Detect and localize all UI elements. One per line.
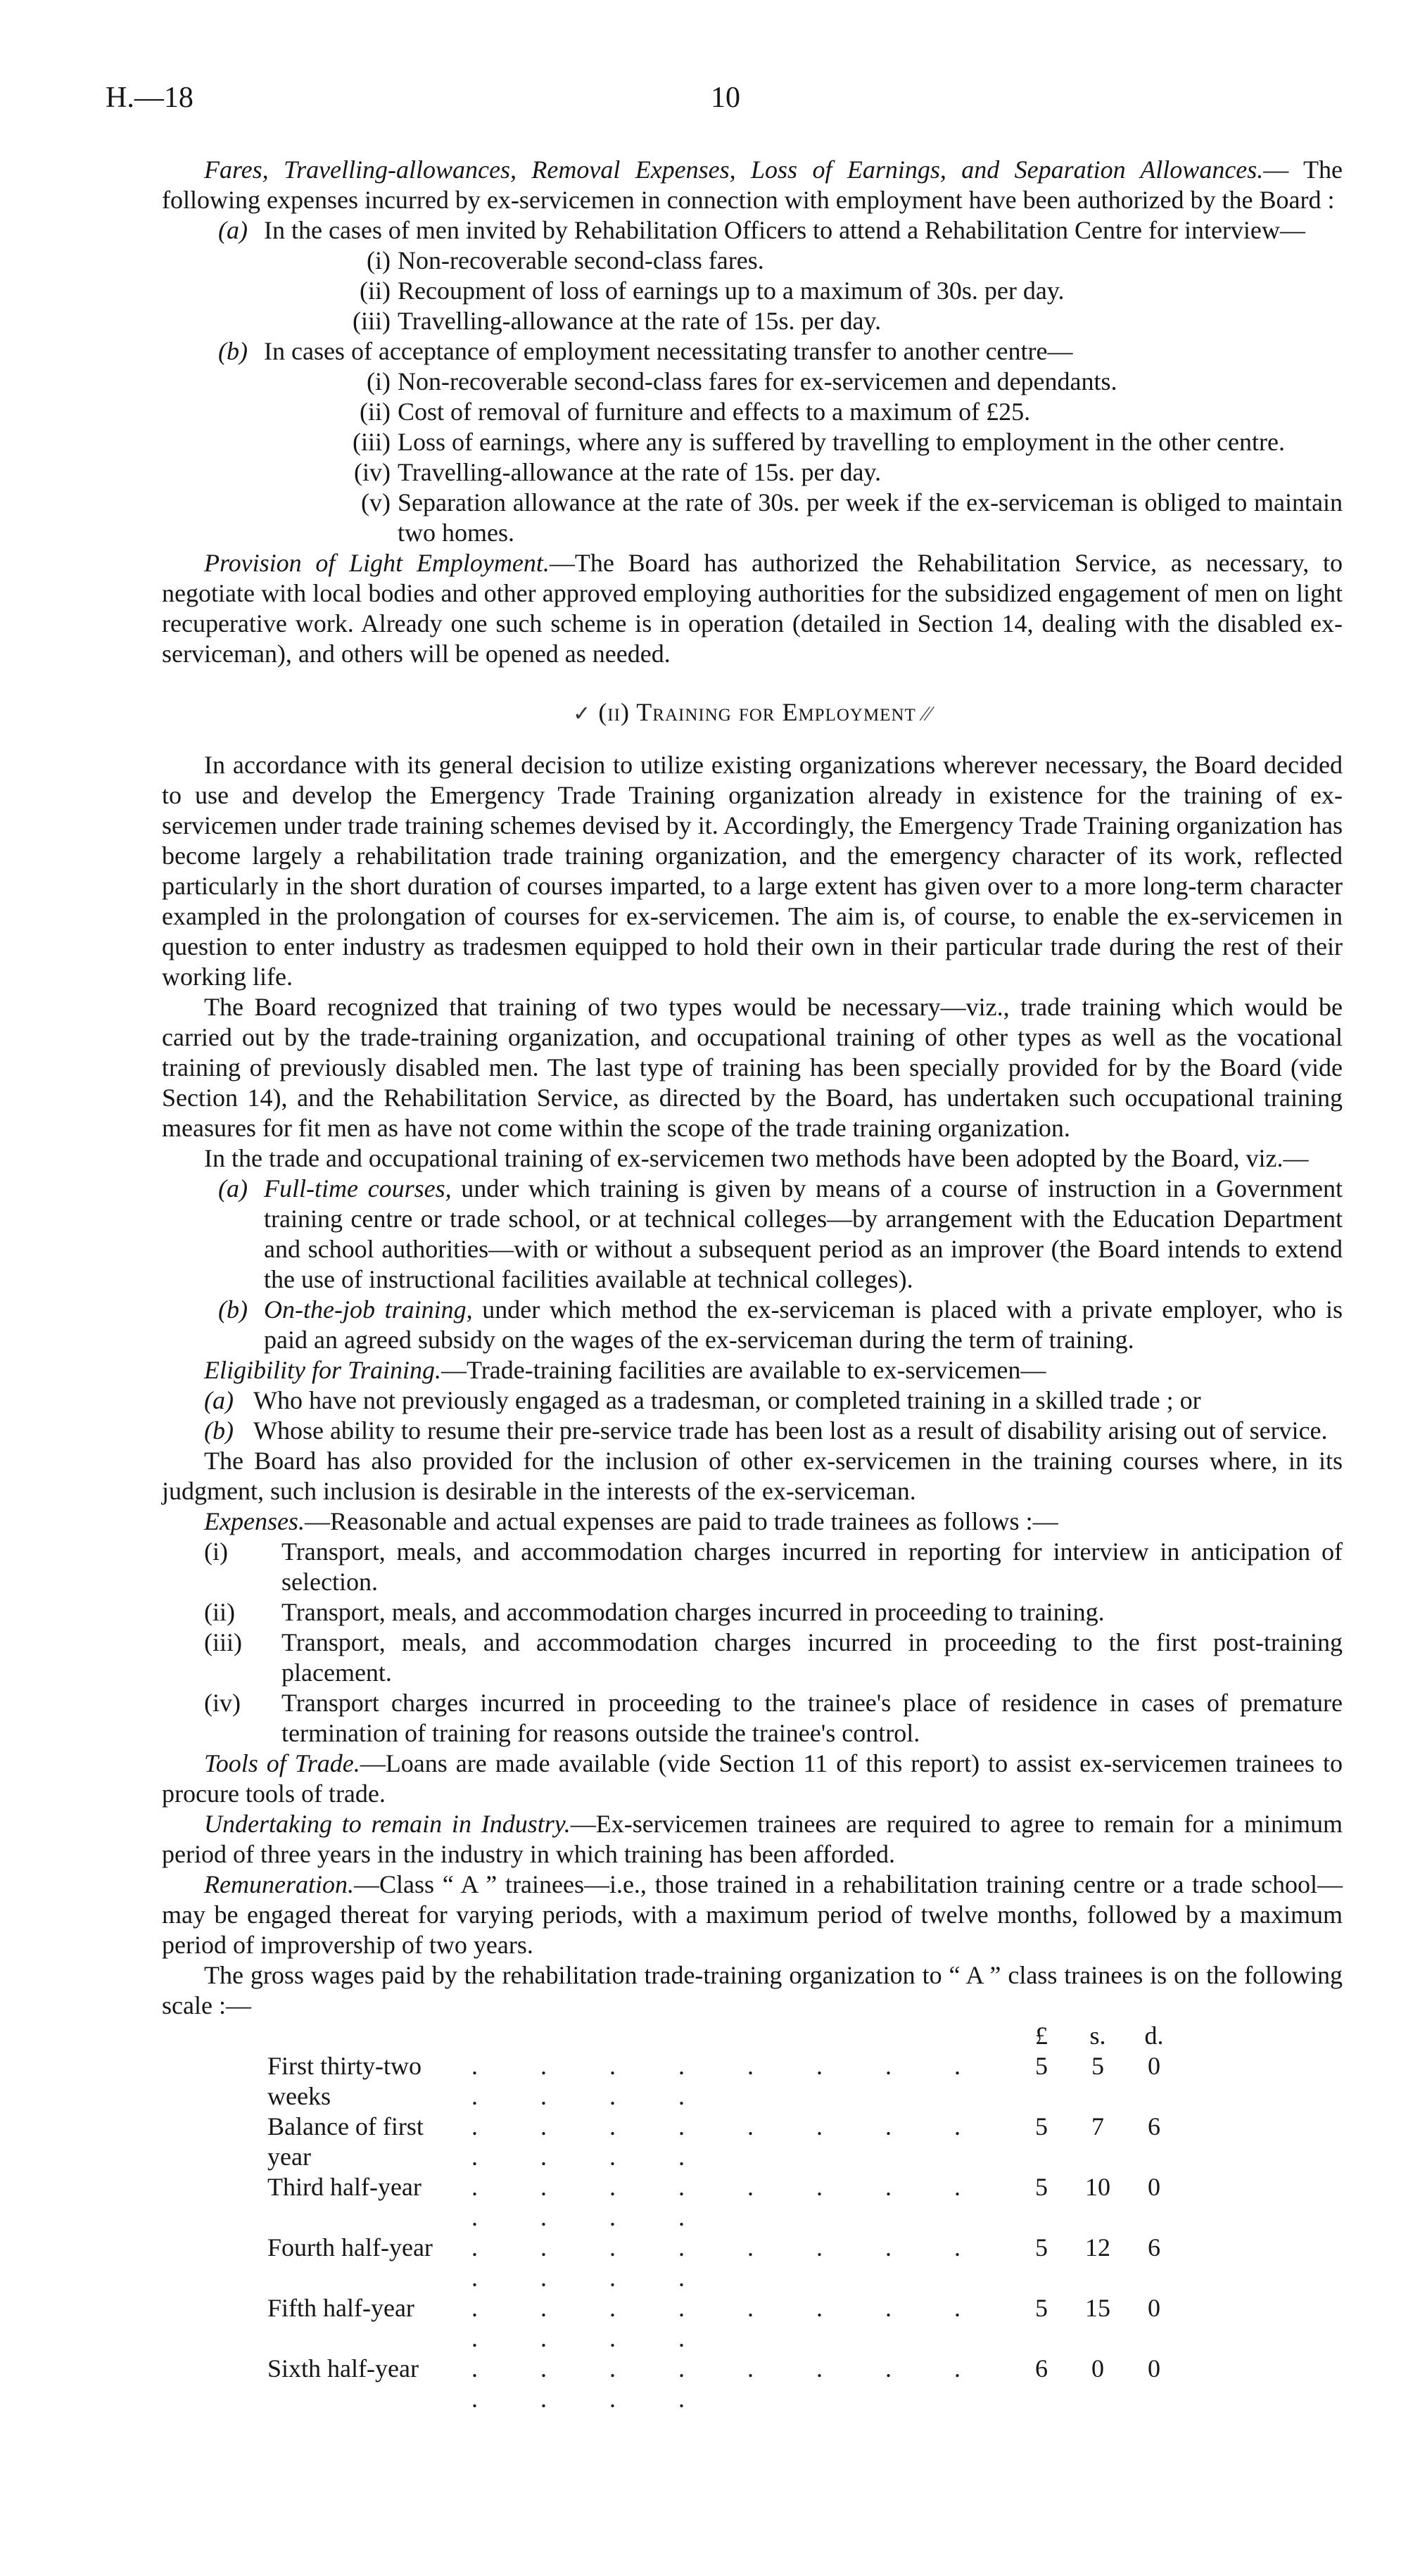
eligibility-title: Eligibility for Training.: [204, 1356, 442, 1384]
table-row: Sixth half-year . . . . . . . . . . . . 6 0 0: [267, 2354, 1160, 2413]
expenses-item: (iv) Transport charges incurred in proceeding to the trainee's place of residence in cases of premature termination of training for reasons outside the trainee's control.: [204, 1689, 1343, 1747]
table-row: Fifth half-year . . . . . . . . . . . . 5 15 0: [267, 2294, 1160, 2352]
tools-paragraph: Tools of Trade.—Loans are made available (vide Section 11 of this report) to assist ex-servicemen trainees to procure tools of trade.: [162, 1749, 1343, 1808]
expenses-item: (i) Transport, meals, and accommodation charges incurred in reporting for interview in anticipation of selection.: [204, 1537, 1343, 1596]
scale-intro: The gross wages paid by the rehabilitation trade-training organization to “ A ” class trainees is on the following scale :—: [162, 1961, 1343, 2019]
tools-title: Tools of Trade.: [204, 1749, 360, 1777]
list-item: (ii) Cost of removal of furniture and effects to a maximum of £25.: [360, 398, 1031, 426]
report-reference: H.—18: [106, 82, 194, 114]
check-mark-icon: ⁄⁄: [923, 702, 932, 725]
undertaking-paragraph: Undertaking to remain in Industry.—Ex-servicemen trainees are required to agree to remain for a minimum period of three years in the industry in which training has been afforded.: [162, 1810, 1343, 1868]
list-item: (i) Non-recoverable second-class fares for ex-servicemen and dependants.: [367, 367, 1117, 395]
document-body: [162, 155, 1343, 2414]
light-employment-text: —The Board has authorized the Rehabilitation Service, as necessary, to negotiate with local bodies and other approved employing authorities for the subsidized engagement of men on light recuperative work. Already one such scheme is in operation (detailed in Section 14, dealing with the disabled ex-serviceman), and others will be opened as needed.: [162, 549, 1343, 668]
case-a-text: In the cases of men invited by Rehabilitation Officers to attend a Rehabilitation Centre for interview—: [264, 216, 1305, 244]
fares-paragraph: Fares, Travelling-allowances, Removal Expenses, Loss of Earnings, and Separation Allowances.— The following expenses incurred by ex-servicemen in connection with employment have been authorized by the Board :: [162, 156, 1343, 214]
table-row: Third half-year . . . . . . . . . . . . 5 10 0: [267, 2173, 1160, 2231]
training-paragraph: In accordance with its general decision to utilize existing organizations wherever necessary, the Board decided to use and develop the Emergency Trade Training organization already in existence for the training of ex-servicemen under trade training schemes devised by it. Accordingly, the Emergency Trade Training organization has become largely a rehabilitation trade training organization, and the emergency character of its work, reflected particularly in the short duration of courses imparted, to a large extent has given over to a more long-term character exampled in the prolongation of courses for ex-servicemen. The aim is, of course, to enable the ex-servicemen in question to enter industry as tradesmen equipped to hold their own in their particular trade during the rest of their working life.: [162, 751, 1343, 991]
page-number: 10: [711, 82, 740, 114]
case-a-list: [341, 246, 1343, 336]
table-row: First thirty-two weeks . . . . . . . . . . . . 5 5 0: [267, 2052, 1160, 2110]
table-header: £ s. d.: [1035, 2022, 1164, 2050]
expenses-paragraph: Expenses.—Reasonable and actual expenses are paid to trade trainees as follows :—: [204, 1507, 1058, 1535]
check-mark-icon: ✓: [573, 702, 592, 725]
list-item: (iv) Travelling-allowance at the rate of 15s. per day.: [354, 458, 882, 486]
section-heading: [162, 697, 1343, 729]
method-item: (a) Full-time courses, under which training is given by means of a course of instruction in a Government training centre or trade school, or at technical colleges—by arrangement with the Education Department and school authorities—with or without a subsequent period as an improver (the Board intends to extend the use of instructional facilities available at technical colleges).: [218, 1174, 1343, 1293]
list-item: (i) Non-recoverable second-class fares.: [367, 246, 764, 274]
light-employment-title: Provision of Light Employment.: [204, 549, 550, 577]
case-a-label: (a): [218, 216, 248, 244]
method-item: (b) On-the-job training, under which method the ex-serviceman is placed with a private employer, who is paid an agreed subsidy on the wages of the ex-serviceman during the term of training.: [218, 1295, 1343, 1354]
case-b-list: [341, 367, 1343, 548]
list-item: (v) Separation allowance at the rate of 30s. per week if the ex-serviceman is obliged to maintain two homes.: [361, 488, 1343, 547]
undertaking-title: Undertaking to remain in Industry.: [204, 1810, 571, 1838]
expenses-item: (ii) Transport, meals, and accommodation charges incurred in proceeding to training.: [204, 1598, 1105, 1626]
fares-case-b: [218, 336, 1343, 367]
training-paragraph: In the trade and occupational training of ex-servicemen two methods have been adopted by the Board, viz.—: [204, 1144, 1309, 1172]
training-heading: (ii) Training for Employment: [598, 698, 916, 726]
list-item: (ii) Recoupment of loss of earnings up to a maximum of 30s. per day.: [360, 277, 1065, 305]
fares-intro: The following expenses incurred by ex-servicemen in connection with employment have been authorized by the Board :: [162, 156, 1343, 214]
list-item: (iii) Travelling-allowance at the rate of 15s. per day.: [353, 307, 882, 335]
light-employment-paragraph: [162, 548, 1343, 669]
list-item: (iii) Loss of earnings, where any is suffered by travelling to employment in the other centre.: [353, 428, 1285, 456]
case-b-text: In cases of acceptance of employment necessitating transfer to another centre—: [264, 337, 1073, 365]
expenses-item: (iii) Transport, meals, and accommodation charges incurred in proceeding to the first post-training placement.: [204, 1628, 1343, 1687]
eligibility-item: (a) Who have not previously engaged as a tradesman, or completed training in a skilled trade ; or: [204, 1386, 1201, 1414]
remuneration-title: Remuneration.: [204, 1870, 354, 1898]
remuneration-paragraph: Remuneration.—Class “ A ” trainees—i.e., those trained in a rehabilitation training centre or a trade school—may be engaged thereat for varying periods, with a maximum period of twelve months, followed by a maximum period of improvership of two years.: [162, 1870, 1343, 1959]
table-row: Balance of first year . . . . . . . . . . . . 5 7 6: [267, 2112, 1160, 2171]
eligibility-paragraph: Eligibility for Training.—Trade-training facilities are available to ex-servicemen—: [204, 1356, 1046, 1384]
wage-scale-table: [267, 2021, 1182, 2414]
expenses-title: Expenses.: [204, 1507, 305, 1535]
fares-title: Fares, Travelling-allowances, Removal Expenses, Loss of Earnings, and Separation Allowances.: [204, 156, 1264, 184]
training-paragraph: The Board recognized that training of two types would be necessary—viz., trade training which would be carried out by the trade-training organization, and occupational training of other types as well as the vocational training of previously disabled men. The last type of training has been specially provided for by the Board (vide Section 14), and the Rehabilitation Service, as directed by the Board, has undertaken such occupational training measures for fit men as have not come within the scope of the trade training organization.: [162, 993, 1343, 1142]
table-row: Fourth half-year . . . . . . . . . . . . 5 12 6: [267, 2233, 1160, 2292]
eligibility-after: The Board has also provided for the inclusion of other ex-servicemen in the training courses where, in its judgment, such inclusion is desirable in the interests of the ex-serviceman.: [162, 1447, 1343, 1505]
eligibility-item: (b) Whose ability to resume their pre-service trade has been lost as a result of disability arising out of service.: [204, 1416, 1328, 1445]
case-b-label: (b): [218, 337, 248, 365]
fares-case-a: [218, 215, 1343, 246]
